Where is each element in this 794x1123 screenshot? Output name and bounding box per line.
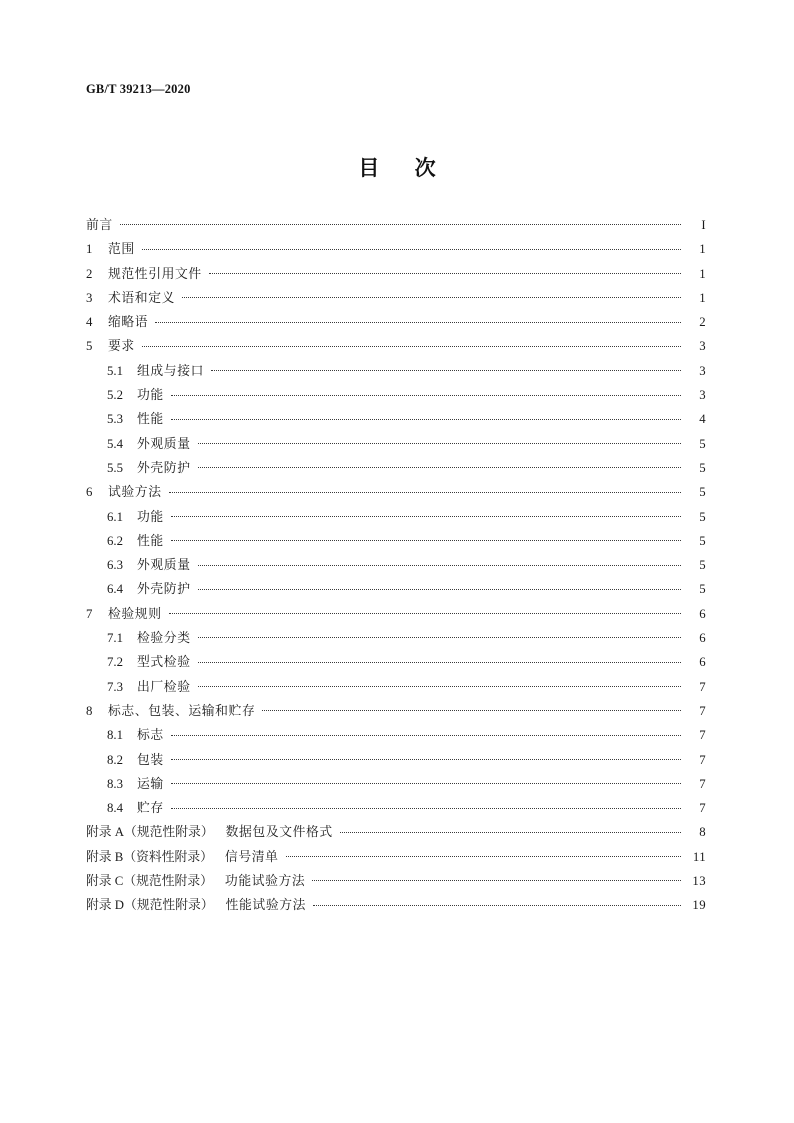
toc-entry[interactable] bbox=[86, 335, 706, 359]
dot-leader bbox=[169, 483, 681, 496]
toc-entry-label: 型式检验 bbox=[137, 655, 191, 670]
toc-entry-number: 7.2 bbox=[107, 655, 123, 670]
toc-entry[interactable] bbox=[86, 214, 706, 238]
toc-entry-label: 功能试验方法 bbox=[224, 874, 306, 889]
toc-entry-label: 外壳防护 bbox=[137, 460, 191, 475]
toc-entry-label: 术语和定义 bbox=[108, 290, 175, 305]
dot-leader bbox=[198, 678, 681, 691]
toc-entry-number: 5 bbox=[86, 339, 93, 354]
toc-entry-head bbox=[86, 263, 202, 282]
toc-entry-head bbox=[86, 797, 164, 816]
toc-entry-head bbox=[86, 408, 164, 427]
toc-entry-head bbox=[86, 870, 305, 889]
toc-entry-number: 附录 B（资料性附录） bbox=[86, 849, 213, 864]
toc-entry-number: 8.1 bbox=[107, 728, 123, 743]
toc-entry-head bbox=[86, 506, 164, 525]
toc-entry-page-number: 7 bbox=[699, 728, 706, 743]
toc-entry-page-number: 6 bbox=[699, 631, 706, 646]
toc-entry-head bbox=[86, 894, 306, 913]
toc-entry-page-number: 4 bbox=[699, 412, 706, 427]
toc-entry-number: 附录 C（规范性附录） bbox=[86, 874, 213, 889]
toc-entry-label: 外观质量 bbox=[137, 558, 191, 573]
dot-leader bbox=[286, 848, 681, 861]
toc-entry-page-number: I bbox=[701, 218, 706, 232]
toc-entry-page-number: 3 bbox=[699, 339, 706, 354]
toc-entry[interactable] bbox=[86, 700, 706, 724]
toc-entry-number: 7.3 bbox=[107, 679, 123, 694]
dot-leader bbox=[142, 241, 681, 254]
toc-entry[interactable] bbox=[86, 821, 706, 845]
toc-entry-number: 1 bbox=[86, 242, 93, 257]
toc-entry-number: 6.2 bbox=[107, 533, 123, 548]
toc-entry-head bbox=[86, 481, 162, 500]
dot-leader bbox=[198, 459, 681, 472]
toc-entry[interactable] bbox=[86, 287, 706, 311]
toc-entry-number: 2 bbox=[86, 266, 93, 281]
toc-entry[interactable] bbox=[86, 627, 706, 651]
toc-entry[interactable] bbox=[86, 773, 706, 797]
toc-entry-label: 运输 bbox=[137, 776, 164, 791]
toc-entry-number: 8.2 bbox=[107, 752, 123, 767]
toc-entry-page-number: 5 bbox=[699, 558, 706, 573]
dot-leader bbox=[171, 411, 681, 424]
dot-leader bbox=[340, 824, 681, 837]
toc-entry-label: 标志 bbox=[137, 728, 164, 743]
dot-leader bbox=[142, 338, 681, 351]
toc-entry-page-number: 19 bbox=[692, 898, 706, 913]
dot-leader bbox=[198, 435, 681, 448]
toc-entry-head bbox=[86, 627, 191, 646]
toc-entry[interactable] bbox=[86, 603, 706, 627]
toc-entry-number: 附录 D（规范性附录） bbox=[86, 898, 214, 913]
dot-leader bbox=[171, 751, 681, 764]
dot-leader bbox=[182, 289, 681, 302]
toc-entry-label: 缩略语 bbox=[108, 315, 149, 330]
toc-entry-label: 前言 bbox=[86, 218, 113, 232]
toc-entry[interactable] bbox=[86, 238, 706, 262]
toc-entry-number: 5.1 bbox=[107, 363, 123, 378]
toc-entry-page-number: 8 bbox=[699, 825, 706, 840]
toc-entry-page-number: 1 bbox=[699, 242, 706, 257]
toc-entry-label: 试验方法 bbox=[108, 485, 162, 500]
toc-entry-page-number: 5 bbox=[699, 582, 706, 597]
dot-leader bbox=[120, 216, 681, 229]
toc-entry-number: 8.3 bbox=[107, 776, 123, 791]
toc-entry-head bbox=[86, 554, 191, 573]
toc-entry-head bbox=[86, 676, 191, 695]
standard-code-header: GB/T 39213—2020 bbox=[86, 82, 191, 96]
toc-entry[interactable] bbox=[86, 676, 706, 700]
toc-entry-number: 5.2 bbox=[107, 388, 123, 403]
toc-entry-page-number: 3 bbox=[699, 363, 706, 378]
toc-entry-label: 组成与接口 bbox=[137, 363, 204, 378]
toc-entry-page-number: 7 bbox=[699, 776, 706, 791]
toc-entry-head bbox=[86, 724, 164, 743]
dot-leader bbox=[171, 532, 681, 545]
toc-entry-number: 4 bbox=[86, 315, 93, 330]
toc-entry-page-number: 5 bbox=[699, 460, 706, 475]
toc-entry-label: 性能 bbox=[137, 412, 164, 427]
toc-entry[interactable] bbox=[86, 749, 706, 773]
toc-entry-label: 贮存 bbox=[137, 801, 164, 816]
toc-entry-head bbox=[86, 335, 135, 354]
toc-entry-head bbox=[86, 700, 255, 719]
toc-entry-number: 6.1 bbox=[107, 509, 123, 524]
dot-leader bbox=[171, 726, 681, 739]
dot-leader bbox=[313, 897, 681, 910]
toc-entry-page-number: 5 bbox=[699, 485, 706, 500]
toc-entry-head bbox=[86, 846, 279, 865]
toc-entry[interactable] bbox=[86, 506, 706, 530]
toc-entry[interactable] bbox=[86, 846, 706, 870]
toc-entry-number: 7.1 bbox=[107, 631, 123, 646]
dot-leader bbox=[211, 362, 681, 375]
toc-entry-label: 功能 bbox=[137, 388, 164, 403]
toc-entry-head bbox=[86, 433, 191, 452]
toc-entry[interactable] bbox=[86, 384, 706, 408]
toc-entry-page-number: 2 bbox=[699, 315, 706, 330]
dot-leader bbox=[155, 313, 681, 326]
toc-entry[interactable] bbox=[86, 578, 706, 602]
toc-entry-head bbox=[86, 603, 162, 622]
table-of-contents bbox=[86, 214, 706, 919]
toc-entry-number: 5.5 bbox=[107, 460, 123, 475]
toc-entry-page-number: 11 bbox=[692, 849, 706, 864]
toc-entry-label: 性能 bbox=[137, 533, 164, 548]
dot-leader bbox=[171, 775, 681, 788]
toc-entry[interactable] bbox=[86, 408, 706, 432]
toc-entry[interactable] bbox=[86, 724, 706, 748]
toc-entry-head bbox=[86, 530, 164, 549]
dot-leader bbox=[198, 654, 681, 667]
toc-entry-number: 8 bbox=[86, 703, 93, 718]
toc-entry[interactable] bbox=[86, 360, 706, 384]
toc-entry-head bbox=[86, 360, 204, 379]
dot-leader bbox=[198, 629, 681, 642]
toc-entry-number: 5.3 bbox=[107, 412, 123, 427]
toc-entry-head bbox=[86, 238, 135, 257]
toc-entry-number: 8.4 bbox=[107, 801, 123, 816]
toc-entry-head bbox=[86, 287, 175, 306]
toc-entry-head bbox=[86, 311, 148, 330]
toc-entry-number: 5.4 bbox=[107, 436, 123, 451]
toc-entry-page-number: 7 bbox=[699, 752, 706, 767]
page-title: 目 次 bbox=[358, 156, 450, 180]
toc-entry-page-number: 1 bbox=[699, 266, 706, 281]
toc-entry-page-number: 5 bbox=[699, 533, 706, 548]
toc-entry[interactable] bbox=[86, 457, 706, 481]
toc-entry-label: 功能 bbox=[137, 509, 164, 524]
dot-leader bbox=[198, 556, 681, 569]
toc-entry-page-number: 7 bbox=[699, 703, 706, 718]
toc-entry-label: 包装 bbox=[137, 752, 164, 767]
toc-entry-head bbox=[86, 457, 191, 476]
toc-entry-number: 6.4 bbox=[107, 582, 123, 597]
toc-entry-head bbox=[86, 821, 333, 840]
toc-entry-page-number: 5 bbox=[699, 509, 706, 524]
toc-entry-label: 信号清单 bbox=[224, 849, 279, 864]
dot-leader bbox=[171, 386, 681, 399]
toc-entry-label: 出厂检验 bbox=[137, 679, 191, 694]
dot-leader bbox=[171, 799, 681, 812]
toc-entry[interactable] bbox=[86, 311, 706, 335]
toc-entry-label: 要求 bbox=[108, 339, 135, 354]
toc-entry-label: 检验分类 bbox=[137, 631, 191, 646]
toc-entry-label: 检验规则 bbox=[108, 606, 162, 621]
toc-entry[interactable] bbox=[86, 530, 706, 554]
toc-entry-head bbox=[86, 749, 164, 768]
dot-leader bbox=[169, 605, 681, 618]
toc-entry-page-number: 7 bbox=[699, 801, 706, 816]
dot-leader bbox=[209, 265, 681, 278]
toc-entry-number: 附录 A（规范性附录） bbox=[86, 825, 214, 840]
toc-entry-label: 规范性引用文件 bbox=[108, 266, 202, 281]
dot-leader bbox=[262, 702, 681, 715]
toc-entry[interactable] bbox=[86, 651, 706, 675]
toc-entry-head bbox=[86, 578, 191, 597]
toc-entry-head bbox=[86, 651, 191, 670]
toc-entry[interactable] bbox=[86, 263, 706, 287]
toc-entry-page-number: 3 bbox=[699, 388, 706, 403]
toc-entry-head bbox=[86, 384, 164, 403]
toc-entry[interactable] bbox=[86, 894, 706, 918]
toc-entry-label: 性能试验方法 bbox=[225, 898, 307, 913]
toc-entry-label: 标志、包装、运输和贮存 bbox=[108, 703, 256, 718]
toc-entry-head bbox=[86, 214, 113, 233]
toc-entry-page-number: 7 bbox=[699, 679, 706, 694]
toc-entry-number: 3 bbox=[86, 290, 93, 305]
toc-entry-label: 数据包及文件格式 bbox=[225, 825, 333, 840]
toc-entry-label: 外壳防护 bbox=[137, 582, 191, 597]
toc-entry[interactable] bbox=[86, 433, 706, 457]
toc-entry-number: 6.3 bbox=[107, 558, 123, 573]
toc-entry[interactable] bbox=[86, 797, 706, 821]
dot-leader bbox=[312, 872, 681, 885]
toc-entry[interactable] bbox=[86, 870, 706, 894]
dot-leader bbox=[198, 581, 681, 594]
toc-entry[interactable] bbox=[86, 554, 706, 578]
toc-entry-number: 7 bbox=[86, 606, 93, 621]
toc-entry-page-number: 6 bbox=[699, 606, 706, 621]
toc-entry-label: 外观质量 bbox=[137, 436, 191, 451]
toc-entry[interactable] bbox=[86, 481, 706, 505]
toc-entry-page-number: 13 bbox=[692, 874, 706, 889]
toc-entry-page-number: 1 bbox=[699, 290, 706, 305]
dot-leader bbox=[171, 508, 681, 521]
toc-entry-label: 范围 bbox=[108, 242, 135, 257]
toc-entry-page-number: 5 bbox=[699, 436, 706, 451]
toc-entry-page-number: 6 bbox=[699, 655, 706, 670]
toc-entry-number: 6 bbox=[86, 485, 93, 500]
toc-entry-head bbox=[86, 773, 164, 792]
